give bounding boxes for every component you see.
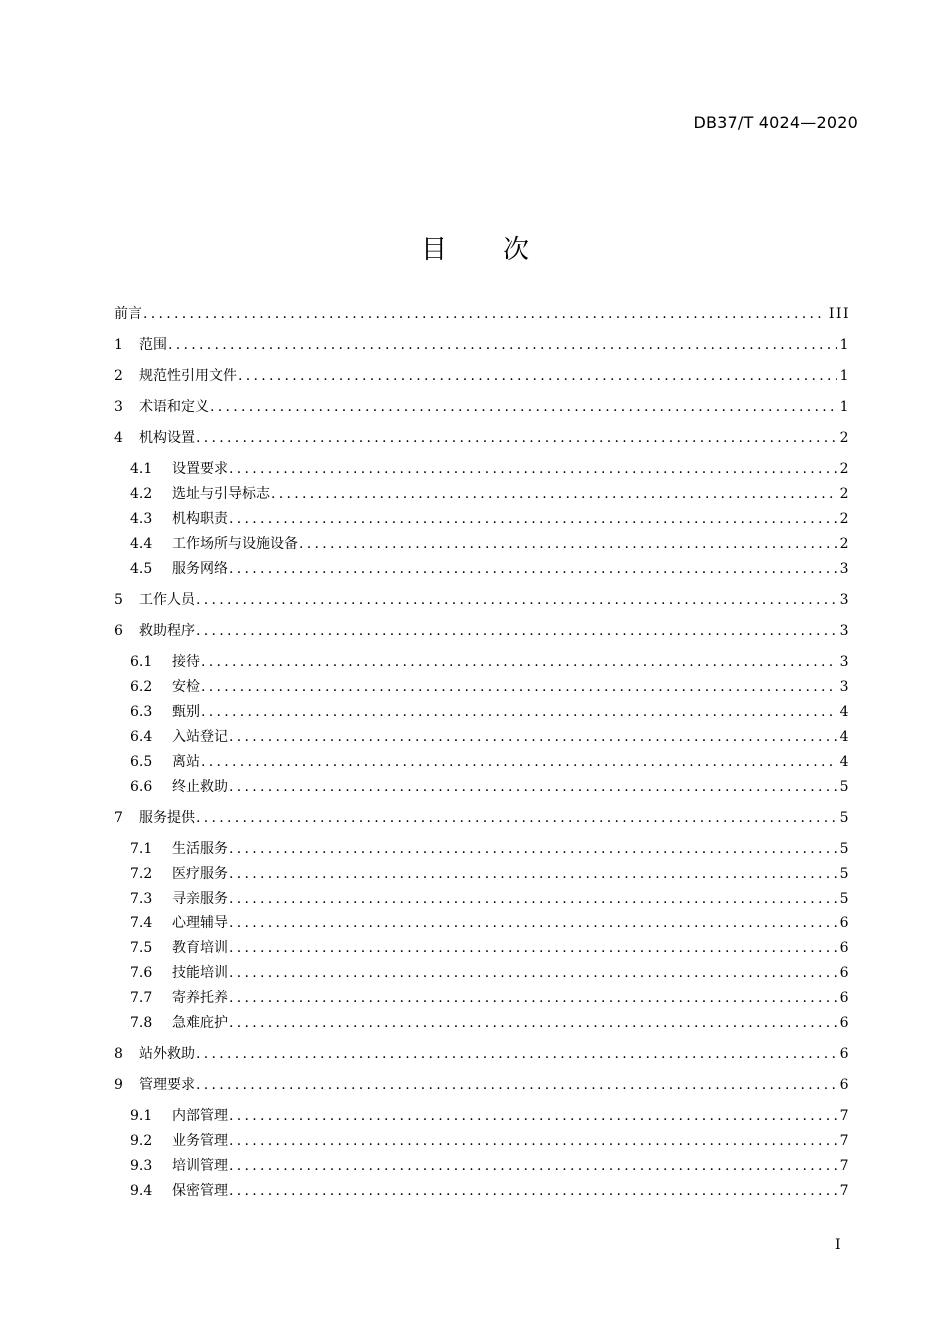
toc-entry[interactable] <box>130 1013 850 1033</box>
toc-entry-page: 2 <box>839 511 850 527</box>
toc-dot-leader <box>229 1131 837 1151</box>
toc-entry-page: 3 <box>839 623 850 639</box>
toc-entry-page: 6 <box>839 915 850 931</box>
toc-dot-leader <box>229 1181 837 1201</box>
toc-dot-leader <box>229 938 837 958</box>
toc-entry-page: 2 <box>839 486 850 502</box>
toc-entry[interactable] <box>114 366 850 386</box>
toc-dot-leader <box>299 534 837 554</box>
toc-dot-leader <box>229 988 837 1008</box>
toc-entry-number: 4.5 <box>130 561 153 577</box>
toc-dot-leader <box>201 652 837 672</box>
toc-dot-leader <box>196 590 837 610</box>
toc-entry-number: 9 <box>114 1077 123 1093</box>
page-title: 目次 <box>420 235 585 266</box>
toc-entry-label: 培训管理 <box>172 1158 228 1174</box>
toc-entry-number: 1 <box>114 337 123 353</box>
toc-entry-page: 2 <box>839 461 850 477</box>
toc-entry-label: 接待 <box>172 654 200 670</box>
toc-entry-number: 6.6 <box>130 779 153 795</box>
toc-entry[interactable] <box>114 808 850 828</box>
toc-dot-leader <box>196 1044 837 1064</box>
toc-entry-label: 工作人员 <box>139 592 195 608</box>
toc-entry-label: 管理要求 <box>139 1077 195 1093</box>
toc-entry-label: 服务提供 <box>139 810 195 826</box>
toc-dot-leader <box>229 963 837 983</box>
toc-dot-leader <box>229 509 837 529</box>
toc-entry-number: 6.2 <box>130 679 153 695</box>
toc-dot-leader <box>229 1106 837 1126</box>
toc-entry-page: 6 <box>839 1015 850 1031</box>
toc-entry-label: 保密管理 <box>172 1183 228 1199</box>
toc-entry-label: 技能培训 <box>172 965 228 981</box>
toc-dot-leader <box>229 727 837 747</box>
toc-entry-page: 7 <box>839 1133 850 1149</box>
toc-entry-number: 4.2 <box>130 486 153 502</box>
toc-entry-page: 5 <box>839 810 850 826</box>
toc-entry[interactable] <box>130 1106 850 1126</box>
toc-entry-number: 4.1 <box>130 461 153 477</box>
toc-dot-leader <box>201 752 837 772</box>
toc-dot-leader <box>196 808 837 828</box>
toc-dot-leader <box>210 397 837 417</box>
toc-entry-label: 甄别 <box>172 704 200 720</box>
toc-entry-label: 范围 <box>139 337 167 353</box>
toc-entry[interactable] <box>130 839 850 859</box>
toc-entry-page: 3 <box>839 561 850 577</box>
toc-entry-page: 7 <box>839 1183 850 1199</box>
toc-entry[interactable] <box>130 938 850 958</box>
toc-entry-label: 救助程序 <box>139 623 195 639</box>
toc-entry-number: 6.1 <box>130 654 153 670</box>
toc-entry[interactable] <box>114 621 850 641</box>
toc-dot-leader <box>143 304 826 324</box>
toc-entry[interactable] <box>130 913 850 933</box>
toc-dot-leader <box>229 459 837 479</box>
toc-entry[interactable] <box>130 484 850 504</box>
toc-entry[interactable] <box>130 652 850 672</box>
toc-entry-number: 7 <box>114 810 123 826</box>
toc-entry-page: 6 <box>839 1046 850 1062</box>
toc-entry-label: 业务管理 <box>172 1133 228 1149</box>
toc-entry-number: 6.4 <box>130 729 153 745</box>
toc-entry-number: 2 <box>114 368 123 384</box>
toc-dot-leader <box>229 864 837 884</box>
toc-entry[interactable] <box>130 534 850 554</box>
toc-entry-label: 内部管理 <box>172 1108 228 1124</box>
toc-entry[interactable] <box>130 677 850 697</box>
toc-entry-page: 5 <box>839 779 850 795</box>
toc-dot-leader <box>271 484 837 504</box>
toc-entry-number: 7.6 <box>130 965 153 981</box>
toc-entry-label: 寄养托养 <box>172 990 228 1006</box>
toc-entry-page: 5 <box>839 866 850 882</box>
toc-entry-page: 1 <box>839 337 850 353</box>
toc-entry-label: 寻亲服务 <box>172 891 228 907</box>
toc-entry-label: 规范性引用文件 <box>139 368 237 384</box>
toc-entry-number: 6.3 <box>130 704 153 720</box>
toc-entry-number: 7.4 <box>130 915 153 931</box>
toc-entry[interactable] <box>130 864 850 884</box>
toc-entry[interactable] <box>130 1131 850 1151</box>
toc-entry-number: 7.8 <box>130 1015 153 1031</box>
toc-entry-label: 终止救助 <box>172 779 228 795</box>
toc-entry-label: 前言 <box>114 306 142 322</box>
toc-entry[interactable] <box>130 777 850 797</box>
toc-entry-label: 机构设置 <box>139 430 195 446</box>
toc-entry[interactable] <box>130 509 850 529</box>
toc-dot-leader <box>229 1013 837 1033</box>
toc-entry-label: 心理辅导 <box>172 915 228 931</box>
toc-entry[interactable] <box>130 1156 850 1176</box>
toc-entry-label: 选址与引导标志 <box>172 486 270 502</box>
toc-entry-page: 1 <box>839 368 850 384</box>
toc-entry-page: III <box>828 306 850 322</box>
toc-entry[interactable] <box>130 889 850 909</box>
toc-entry-number: 9.4 <box>130 1183 153 1199</box>
toc-entry[interactable] <box>130 459 850 479</box>
toc-entry-label: 离站 <box>172 754 200 770</box>
toc-entry[interactable] <box>114 304 850 324</box>
toc-entry-page: 5 <box>839 841 850 857</box>
toc-entry[interactable] <box>130 702 850 722</box>
toc-dot-leader <box>196 1075 837 1095</box>
toc-entry-page: 7 <box>839 1158 850 1174</box>
toc-dot-leader <box>229 1156 837 1176</box>
toc-entry-page: 7 <box>839 1108 850 1124</box>
toc-dot-leader <box>201 677 837 697</box>
page-number: I <box>835 1237 841 1253</box>
toc-dot-leader <box>229 559 837 579</box>
toc-entry-page: 4 <box>839 754 850 770</box>
toc-entry[interactable] <box>130 727 850 747</box>
toc-entry-number: 3 <box>114 399 123 415</box>
toc-entry-number: 6 <box>114 623 123 639</box>
toc-entry-number: 4.3 <box>130 511 153 527</box>
toc-dot-leader <box>229 913 837 933</box>
toc-entry-label: 站外救助 <box>139 1046 195 1062</box>
toc-entry-number: 7.1 <box>130 841 153 857</box>
toc-entry[interactable] <box>114 1044 850 1064</box>
toc-dot-leader <box>238 366 837 386</box>
toc-entry-page: 2 <box>839 430 850 446</box>
toc-entry-number: 5 <box>114 592 123 608</box>
toc-entry-page: 3 <box>839 592 850 608</box>
toc-entry-number: 7.7 <box>130 990 153 1006</box>
toc-dot-leader <box>229 889 837 909</box>
toc-entry[interactable] <box>114 590 850 610</box>
toc-entry[interactable] <box>130 752 850 772</box>
toc-entry-number: 7.3 <box>130 891 153 907</box>
toc-entry-number: 9.2 <box>130 1133 153 1149</box>
toc-entry[interactable] <box>114 335 850 355</box>
toc-entry-label: 急难庇护 <box>172 1015 228 1031</box>
toc-entry-number: 9.1 <box>130 1108 153 1124</box>
toc-dot-leader <box>196 428 837 448</box>
toc-entry-label: 机构职责 <box>172 511 228 527</box>
toc-entry-page: 5 <box>839 891 850 907</box>
toc-dot-leader <box>168 335 837 355</box>
toc-entry-page: 6 <box>839 1077 850 1093</box>
toc-entry-page: 6 <box>839 965 850 981</box>
toc-entry-label: 入站登记 <box>172 729 228 745</box>
toc-entry-page: 4 <box>839 729 850 745</box>
toc-entry-page: 3 <box>839 654 850 670</box>
toc-entry-label: 术语和定义 <box>139 399 209 415</box>
toc-entry-label: 教育培训 <box>172 940 228 956</box>
toc-entry-page: 6 <box>839 940 850 956</box>
toc-entry-label: 工作场所与设施设备 <box>172 536 298 552</box>
toc-entry-label: 服务网络 <box>172 561 228 577</box>
toc-entry-page: 1 <box>839 399 850 415</box>
toc-dot-leader <box>196 621 837 641</box>
toc-entry[interactable] <box>130 1181 850 1201</box>
toc-entry[interactable] <box>114 1075 850 1095</box>
toc-entry-page: 6 <box>839 990 850 1006</box>
toc-entry-label: 设置要求 <box>172 461 228 477</box>
document-code: DB37/T 4024—2020 <box>693 113 858 132</box>
toc-entry-number: 9.3 <box>130 1158 153 1174</box>
toc-entry-number: 8 <box>114 1046 123 1062</box>
toc-entry[interactable] <box>130 963 850 983</box>
toc-entry-page: 3 <box>839 679 850 695</box>
toc-entry[interactable] <box>114 397 850 417</box>
toc-entry[interactable] <box>130 559 850 579</box>
toc-entry[interactable] <box>114 428 850 448</box>
toc-entry-label: 安检 <box>172 679 200 695</box>
toc-entry-number: 6.5 <box>130 754 153 770</box>
toc-entry-number: 7.2 <box>130 866 153 882</box>
toc-dot-leader <box>201 702 837 722</box>
toc-entry-label: 生活服务 <box>172 841 228 857</box>
toc-entry[interactable] <box>130 988 850 1008</box>
toc-entry-page: 2 <box>839 536 850 552</box>
toc-entry-number: 4.4 <box>130 536 153 552</box>
toc-entry-page: 4 <box>839 704 850 720</box>
toc-dot-leader <box>229 839 837 859</box>
toc-entry-label: 医疗服务 <box>172 866 228 882</box>
toc-dot-leader <box>229 777 837 797</box>
toc-entry-number: 7.5 <box>130 940 153 956</box>
toc-entry-number: 4 <box>114 430 123 446</box>
